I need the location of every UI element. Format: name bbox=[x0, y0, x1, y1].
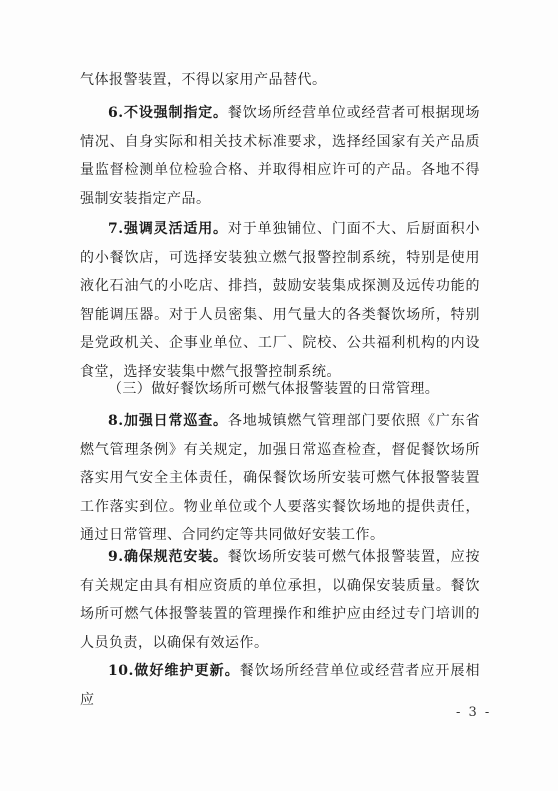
item-6-heading: 6.不设强制指定。 bbox=[108, 105, 228, 121]
item-6-paragraph bbox=[80, 99, 480, 213]
item-9-heading: 9.确保规范安装。 bbox=[108, 549, 228, 565]
item-7-paragraph bbox=[80, 215, 480, 387]
item-8-paragraph bbox=[80, 407, 480, 550]
item-7-heading: 7.强调灵活适用。 bbox=[108, 221, 228, 237]
intro-text: 气体报警装置，不得以家用产品替代。 bbox=[80, 72, 327, 88]
item-8-body: 各地城镇燃气管理部门要依照《广东省燃气管理条例》有关规定，加强日常巡查检查，督促餐饮场所落实用气安全主体责任，确保餐饮场所安装可燃气体报警装置工作落实到位。物业单位或个人要落实餐饮场地的提供责任，通过日常管理、合同约定等共同做好安装工作。 bbox=[80, 413, 481, 544]
item-8-heading: 8.加强日常巡查。 bbox=[108, 413, 228, 429]
item-9-paragraph bbox=[80, 543, 480, 657]
item-9-body: 餐饮场所安装可燃气体报警装置，应按有关规定由具有相应资质的单位承担，以确保安装质量。餐饮场所可燃气体报警装置的管理操作和维护应由经过专门培训的人员负责，以确保有效运作。 bbox=[80, 549, 481, 651]
item-7-body: 对于单独铺位、门面不大、后厨面积小的小餐饮店，可选择安装独立燃气报警控制系统，特别是使用液化石油气的小吃店、排挡，鼓励安装集成探测及远传功能的智能调压器。对于人员密集、用气量大的各类餐饮场所，特别是党政机关、企事业单位、工厂、院校、公共福利机构的内设食堂，选择安装集中燃气报警控制系统。 bbox=[80, 221, 481, 380]
item-10-heading: 10.做好维护更新。 bbox=[108, 663, 240, 679]
intro-paragraph bbox=[80, 66, 480, 95]
item-6-body: 餐饮场所经营单位或经营者可根据现场情况、自身实际和相关技术标准要求，选择经国家有关产品质量监督检测单位检验合格、并取得相应许可的产品。各地不得强制安装指定产品。 bbox=[80, 105, 481, 207]
section-heading: （三）做好餐饮场所可燃气体报警装置的日常管理。 bbox=[108, 381, 440, 397]
page-number: - 3 - bbox=[456, 705, 492, 720]
item-10-paragraph bbox=[80, 657, 480, 714]
item-10-body: 餐饮场所经营单位或经营者应开展相应 bbox=[80, 663, 481, 708]
